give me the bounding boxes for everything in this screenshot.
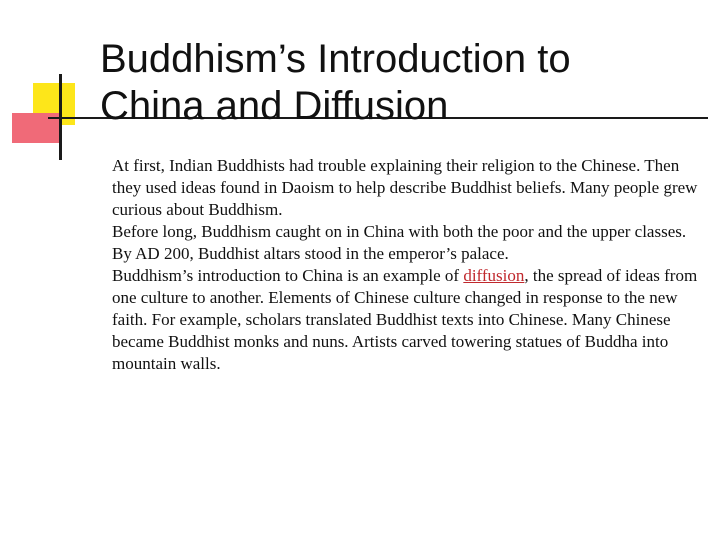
paragraph-diffusion-before: Buddhism’s introduction to China is an example of — [112, 266, 464, 285]
title-line-1: Buddhism’s Introduction to — [100, 37, 571, 81]
paragraph-diffusion-after: , the spread of ideas from one culture to another. Elements of Chinese culture changed in response to the new faith. For example, scholars translated Buddhist texts into Chinese. Many Chinese became Buddhist monks and nuns. Artists carved towering statues of Buddha into mountain walls. — [112, 266, 698, 373]
paragraph-popularity: Before long, Buddhism caught on in China with both the poor and the upper classes. By AD 200, Buddhist altars stood in the emperor’s palace. — [112, 222, 687, 263]
paragraph-diffusion — [112, 265, 702, 375]
paragraph-daoism: At first, Indian Buddhists had trouble explaining their religion to the Chinese. Then they used ideas found in Daoism to help describe Buddhist beliefs. Many people grew curious about Buddhism. — [112, 156, 698, 219]
vocabulary-term-diffusion: diffusion — [463, 266, 525, 285]
slide-title — [100, 36, 700, 130]
title-line-2: China and Diffusion — [100, 84, 449, 128]
slide-body — [112, 155, 702, 375]
